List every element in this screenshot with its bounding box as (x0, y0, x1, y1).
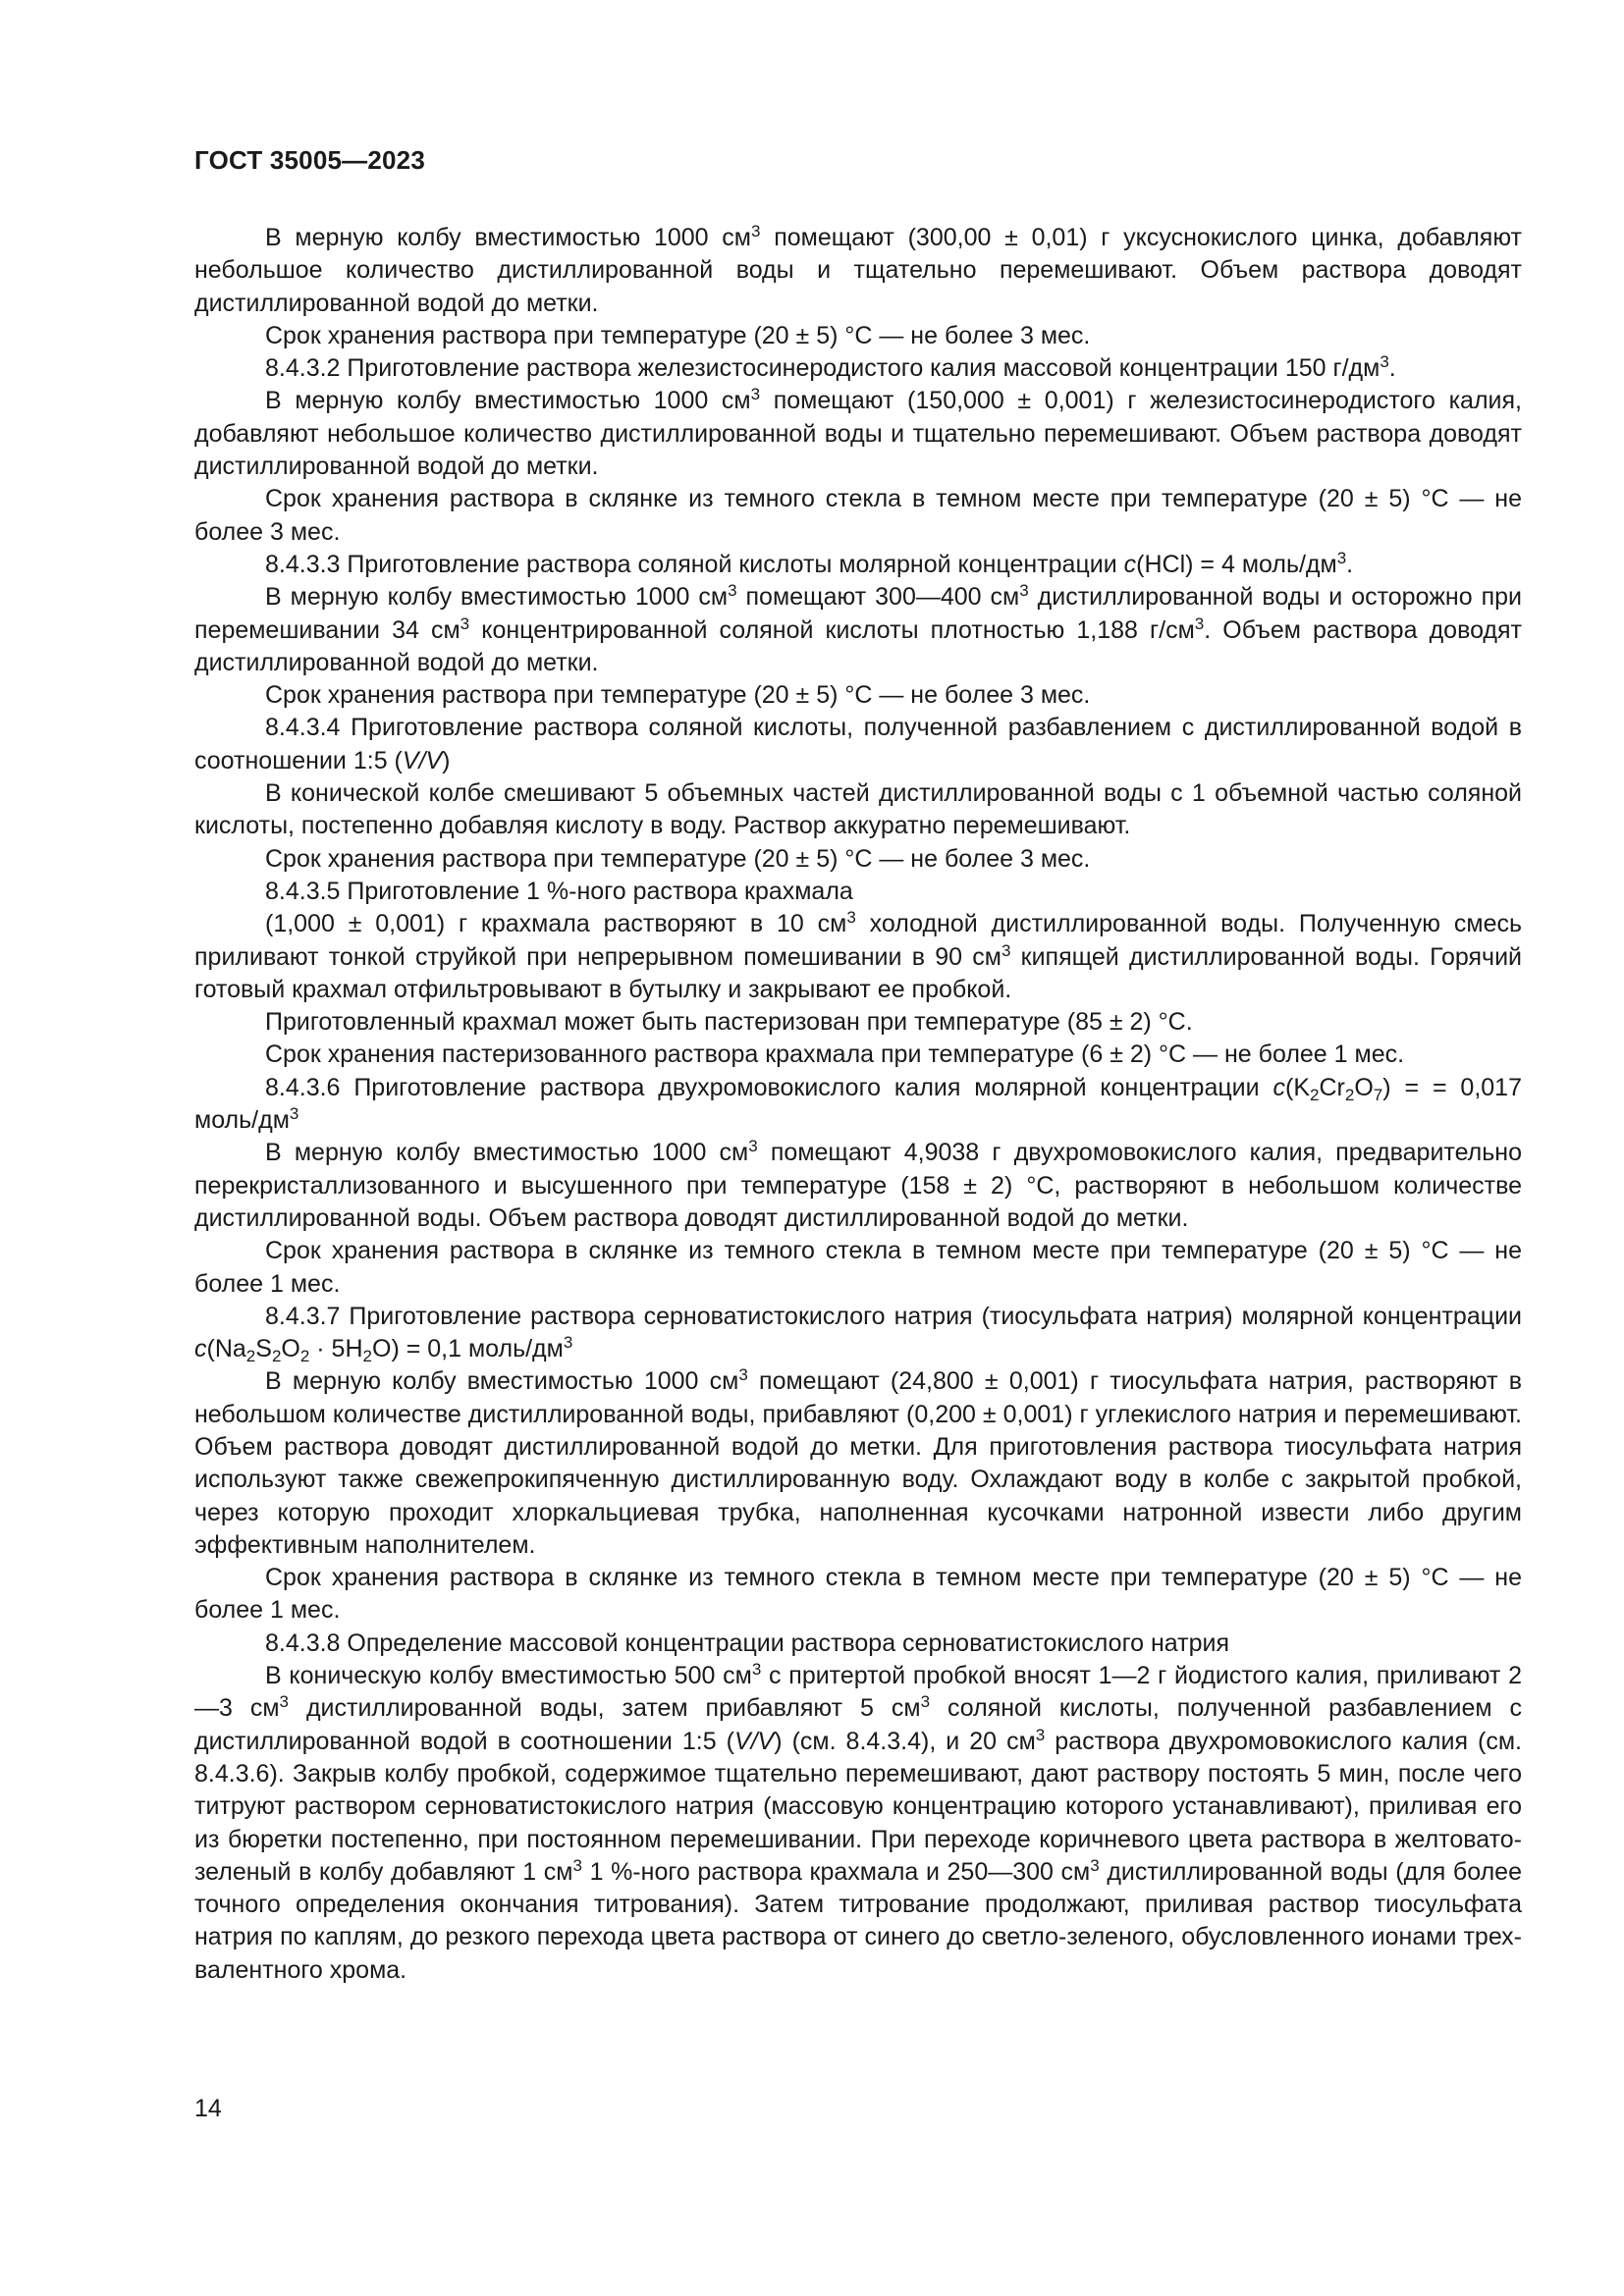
text-run: Срок хранения раствора при температуре (20 ± 5) °С — не более 3 мес. (265, 681, 1091, 710)
superscript: 3 (728, 581, 737, 601)
document-code-header: ГОСТ 35005—2023 (194, 145, 425, 175)
paragraph (194, 876, 1522, 908)
superscript: 3 (279, 1692, 290, 1712)
text-run: 8.4.3.5 Приготовление 1 %-ного раствора крахмала (265, 877, 853, 905)
superscript: 3 (1035, 1725, 1046, 1744)
text-run: (K (1285, 1073, 1310, 1101)
superscript: 3 (1194, 614, 1205, 633)
text-run: дистиллированной воды, затем прибавляют 5 см (289, 1694, 921, 1723)
superscript: 3 (1090, 1855, 1100, 1875)
text-run: 1 %-ного раствора крахмала и 250—300 см (581, 1857, 1091, 1886)
text-run: помещают (300,00 ± 0,01) г уксуснокислого цинка, добавляют небольшое количество дистиллированной воды и тщательно перемешивают. Объем раствора доводят дистиллированной водой до метки. (194, 224, 1522, 317)
paragraph (194, 1660, 1522, 1987)
italic-text: c (1123, 550, 1137, 578)
paragraph (194, 1072, 1522, 1138)
text-run: помещают (24,800 ± 0,001) г тиосульфата натрия, растворяют в небольшом количестве дистиллированной воды, прибавляют (0,200 ± 0,001) г углекислого натрия и перемешивают. Объем раствора доводят дистиллированной водой до метки. Для приготовления раствора тиосульфата натрия используют также свежепрокипяченную дистиллированную воду. Охлаждают воду в колбе с закрытой пробкой, через которую проходит хлоркальциевая трубка, наполненная кусочками натронной извести либо другим эффективным наполнителем. (194, 1367, 1523, 1559)
text-run: дистиллированной воды (для более точного определения окончания титрования). Затем титрование продолжают, приливая раствор тиосульфата натрия по каплям, до резкого перехода цвета раствора от синего до светло-зеленого, обусловленного ионами трехвалентного хрома. (194, 1857, 1522, 1984)
superscript: 3 (1380, 352, 1389, 372)
text-run: ) (442, 746, 451, 774)
superscript: 3 (846, 908, 856, 928)
text-run: 8.4.3.8 Определение массовой концентрации раствора серноватистокислого натрия (265, 1629, 1230, 1657)
italic-text: V/V (402, 746, 443, 774)
paragraph (194, 581, 1522, 679)
text-run: · 5H (309, 1335, 363, 1363)
superscript: 3 (1336, 548, 1347, 567)
superscript: 3 (1001, 940, 1011, 960)
text-run: 8.4.3.3 Приготовление раствора соляной кислоты молярной концентрации (265, 550, 1124, 578)
text-run: O) = 0,1 моль/дм (372, 1335, 564, 1363)
text-run: В мерную колбу вместимостью 1000 см (265, 1367, 739, 1396)
text-run: раствора двухромовокислого калия (см. 8.4.3.6). Закрыв колбу пробкой, содержимое тщательно перемешивают, дают раствору постоять 5 мин, после чего титруют раствором серноватистокислого натрия (массовую концентрацию которого устанавливают), приливая его из бюретки постепенно, при постоянном перемешивании. При переходе коричневого цвета раствора в желтовато-зеленый в колбу добавляют 1 см (194, 1727, 1522, 1886)
paragraph (194, 222, 1522, 320)
subscript: 2 (1344, 1085, 1355, 1104)
superscript: 3 (750, 385, 761, 404)
text-run: дистиллированной воды и осторожно при перемешивании 34 см (194, 583, 1523, 644)
page-number: 14 (194, 2095, 222, 2122)
subscript: 2 (271, 1347, 282, 1366)
subscript: 2 (362, 1347, 372, 1366)
text-run: Срок хранения раствора в склянке из темного стекла в темном месте при температуре (20 ± 5) °С — не более 1 мес. (194, 1564, 1522, 1625)
text-run: . Объем раствора доводят дистиллированной водой до метки. (194, 615, 1522, 676)
italic-text: V/V (733, 1727, 775, 1755)
superscript: 3 (750, 222, 761, 240)
paragraph (194, 1365, 1522, 1562)
text-run: Срок хранения раствора при температуре (20 ± 5) °С — не более 3 мес. (265, 844, 1091, 873)
paragraph (194, 1301, 1522, 1366)
text-run: (HCl) = 4 моль/дм (1136, 550, 1337, 578)
text-run: с притертой пробкой вносят 1—2 г йодистого калия, приливают 2—3 см (194, 1662, 1522, 1723)
paragraph (194, 483, 1522, 549)
text-run: В коническую колбу вместимостью 500 см (265, 1662, 752, 1690)
superscript: 3 (460, 614, 470, 633)
text-run: помещают 4,9038 г двухромовокислого калия, предварительно перекристаллизованного и высушенного при температуре (158 ± 2) °С, растворяют в небольшом количестве дистиллированной воды. Объем раствора доводят дистиллированной водой до метки. (194, 1139, 1522, 1232)
paragraph (194, 1562, 1522, 1628)
text-run: соляной кислоты, полученной разбавлением с дистиллированной водой в соотношении 1:5 ( (194, 1694, 1522, 1755)
text-run: В мерную колбу вместимостью 1000 см (265, 224, 751, 251)
paragraph (194, 385, 1522, 483)
text-run: Cr (1319, 1073, 1345, 1101)
paragraph (194, 549, 1522, 581)
text-run: ) (см. 8.4.3.4), и 20 см (774, 1727, 1036, 1755)
text-run: помещают 300—400 см (736, 583, 1020, 612)
italic-text: c (194, 1335, 207, 1363)
paragraph (194, 712, 1522, 777)
superscript: 3 (572, 1855, 582, 1875)
paragraph (194, 1006, 1522, 1039)
paragraph (194, 777, 1522, 843)
text-run: В мерную колбу вместимостью 1000 см (265, 583, 729, 612)
text-run: O (281, 1335, 300, 1363)
text-run: ) = = 0,017 моль/дм (194, 1073, 1522, 1135)
paragraph (194, 1137, 1522, 1235)
superscript: 3 (751, 1660, 762, 1680)
paragraph (194, 352, 1522, 385)
paragraph (194, 320, 1522, 352)
text-run: . (1388, 354, 1396, 383)
subscript: 2 (299, 1347, 310, 1366)
text-run: Срок хранения раствора в склянке из темного стекла в темном месте при температуре (20 ± 5) °С — не более 1 мес. (194, 1237, 1522, 1298)
text-run: Срок хранения раствора в склянке из темного стекла в темном месте при температуре (20 ± 5) °С — не более 3 мес. (194, 485, 1522, 546)
text-run: (1,000 ± 0,001) г крахмала растворяют в 10 см (265, 910, 847, 938)
superscript: 3 (1019, 581, 1029, 601)
superscript: 3 (563, 1333, 573, 1353)
text-run: В мерную колбу вместимостью 1000 см (265, 1139, 749, 1167)
superscript: 3 (748, 1137, 758, 1156)
italic-text: c (1272, 1073, 1285, 1101)
text-run: 8.4.3.4 Приготовление раствора соляной кислоты, полученной разбавлением с дистиллированной водой в соотношении 1:5 ( (194, 714, 1522, 774)
subscript: 2 (1310, 1085, 1320, 1104)
subscript: 2 (245, 1347, 256, 1366)
subscript: 7 (1373, 1085, 1383, 1104)
superscript: 3 (920, 1692, 931, 1712)
text-run: S (255, 1335, 272, 1363)
document-body (194, 222, 1522, 1987)
text-run: . (1346, 550, 1354, 578)
text-run: концентрированной соляной кислоты плотностью 1,188 г/см (469, 615, 1195, 644)
text-run: помещают (150,000 ± 0,001) г железистосинеродистого калия, добавляют небольшое количество дистиллированной воды и тщательно перемешивают. Объем раствора доводят дистиллированной водой до метки. (194, 387, 1522, 481)
text-run: Срок хранения раствора при температуре (20 ± 5) °С — не более 3 мес. (265, 321, 1091, 349)
paragraph (194, 1628, 1522, 1660)
paragraph (194, 843, 1522, 876)
text-run: В конической колбе смешивают 5 объемных частей дистиллированной воды с 1 объемной частью соляной кислоты, постепенно добавляя кислоту в воду. Раствор аккуратно перемешивают. (194, 779, 1522, 840)
text-run: 8.4.3.6 Приготовление раствора двухромовокислого калия молярной концентрации (265, 1073, 1273, 1101)
paragraph (194, 908, 1522, 1006)
text-run: (Na (206, 1335, 246, 1363)
text-run: Срок хранения пастеризованного раствора крахмала при температуре (6 ± 2) °С — не более 1 мес. (265, 1041, 1405, 1069)
text-run: 8.4.3.7 Приготовление раствора серноватистокислого натрия (тиосульфата натрия) молярной концентрации (265, 1302, 1522, 1330)
paragraph (194, 1039, 1522, 1071)
text-run: кипящей дистиллированной воды. Горячий готовый крахмал отфильтровывают в бутылку и закрывают ее пробкой. (194, 942, 1523, 1003)
superscript: 3 (738, 1365, 748, 1385)
text-run: 8.4.3.2 Приготовление раствора железистосинеродистого калия массовой концентрации 150 г/дм (265, 354, 1380, 383)
paragraph (194, 679, 1522, 712)
superscript: 3 (289, 1104, 299, 1124)
text-run: O (1354, 1073, 1374, 1101)
text-run: холодной дистиллированной воды. Полученную смесь приливают тонкой струйкой при непрерывном помешивании в 90 см (194, 910, 1522, 971)
paragraph (194, 1235, 1522, 1301)
text-run: В мерную колбу вместимостью 1000 см (265, 387, 751, 415)
text-run: Приготовленный крахмал может быть пастеризован при температуре (85 ± 2) °С. (265, 1008, 1193, 1037)
